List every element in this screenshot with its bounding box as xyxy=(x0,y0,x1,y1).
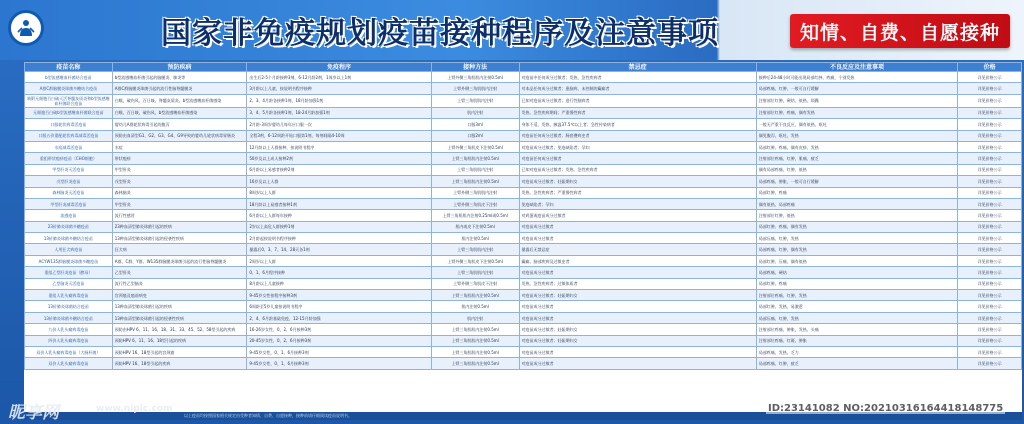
table-cell: 暴露后无禁忌症 xyxy=(519,244,756,255)
table-cell: 上臂外侧三角肌皮下注射0.5ml xyxy=(431,141,519,152)
table-cell: 森林脑炎 xyxy=(112,187,247,198)
table-row xyxy=(25,346,1022,357)
table-cell: 上臂外侧三角肌皮下注射0.5ml xyxy=(431,255,519,266)
table-cell: 局部疼痛、硬结 xyxy=(756,267,957,278)
table-row xyxy=(25,301,1022,312)
table-row xyxy=(25,335,1022,346)
table-row xyxy=(25,221,1022,232)
table-cell: 上臂三角肌肌内注射0.5ml xyxy=(431,324,519,335)
table-cell: 注射部位疼痛、肿胀，发热、头痛 xyxy=(756,324,957,335)
table-cell: 上臂外侧三角肌肌内注射 xyxy=(431,187,519,198)
table-cell: 注射部位疼痛、红肿，肌痛、疲乏 xyxy=(756,153,957,164)
table-cell: 上臂三角肌肌内注射0.5ml xyxy=(431,335,519,346)
table-cell: 上臂外侧三角肌皮下注射 xyxy=(431,198,519,209)
table-cell: 9-45岁女性按程序接种3剂 xyxy=(247,290,431,301)
vaccine-name-cell: 甲型肝炎灭活疫苗 xyxy=(25,164,113,175)
table-cell: 肌内注射0.5ml xyxy=(431,301,519,312)
table-cell: 上臂三角肌肌内注射0.5ml xyxy=(431,153,519,164)
vaccine-name-cell: 23价肺炎球菌多糖疫苗 xyxy=(25,221,113,232)
table-cell: 对疫苗成分过敏者 xyxy=(519,267,756,278)
table-cell: 详见价格公示 xyxy=(958,312,1022,323)
table-row xyxy=(25,164,1022,175)
table-cell: 详见价格公示 xyxy=(958,233,1022,244)
table-cell: 局部红肿、疼痛 xyxy=(756,187,957,198)
table-cell: 详见价格公示 xyxy=(958,278,1022,289)
table-cell: 局部疼痛、发热、乏力 xyxy=(756,346,957,357)
watermark-logo: 昵享网 xyxy=(8,403,59,423)
table-cell: 对疫苗成分过敏者 xyxy=(519,358,756,369)
table-cell: 出生后2-5个月龄接种3剂，6-12月龄2剂，1周岁以上1剂 xyxy=(247,72,431,83)
table-cell: 6周龄至5岁儿童按说明书程序 xyxy=(247,301,431,312)
table-cell: 肌内注射 xyxy=(431,107,519,118)
table-cell: 6月龄以上易感者接种2剂 xyxy=(247,164,431,175)
vaccine-name-cell: 四价人乳头瘤病毒疫苗 xyxy=(25,335,113,346)
table-cell: 16岁及以上人群 xyxy=(247,176,431,187)
table-header-row xyxy=(25,63,1022,72)
vaccine-name-cell: ACYW135群脑膜炎球菌多糖疫苗 xyxy=(25,255,113,266)
table-cell: 详见价格公示 xyxy=(958,107,1022,118)
table-cell: 详见价格公示 xyxy=(958,290,1022,301)
table-cell: 13种血清型肺炎球菌引起的疾病 xyxy=(112,301,247,312)
table-cell: 详见价格公示 xyxy=(958,358,1022,369)
table-cell: 上臂三角肌肌内注射 xyxy=(431,94,519,107)
table-cell: 宫颈癌及癌前病变 xyxy=(112,290,247,301)
table-cell: 对疫苗成分过敏者；免疫缺陷者；孕妇 xyxy=(519,141,756,152)
table-cell: 流行性感冒 xyxy=(112,210,247,221)
table-cell: 发热、急性疾病期间；严重慢性病者 xyxy=(519,107,756,118)
table-cell: 局部红肿、疼痛，偶有发热 xyxy=(756,221,957,232)
table-cell: 偶有局部疼痛、红肿，低热 xyxy=(756,164,957,175)
table-cell: 免疫缺陷者；孕妇 xyxy=(519,198,756,209)
table-cell: 详见价格公示 xyxy=(958,130,1022,141)
vaccine-name-cell: A群C群脑膜炎球菌多糖结合疫苗 xyxy=(25,83,113,94)
table-cell: 2、4、6月龄基础免疫，12-15月龄加强 xyxy=(247,312,431,323)
slogan-badge: 知情、自费、自愿接种 xyxy=(790,14,1010,48)
table-cell: 详见价格公示 xyxy=(958,153,1022,164)
table-cell: 详见价格公示 xyxy=(958,267,1022,278)
table-row xyxy=(25,94,1022,107)
table-cell: 对疫苗成分过敏者 xyxy=(519,233,756,244)
table-cell: 详见价格公示 xyxy=(958,187,1022,198)
table-cell: 详见价格公示 xyxy=(958,141,1022,152)
vaccine-table xyxy=(24,62,1022,412)
table-cell: 详见价格公示 xyxy=(958,244,1022,255)
table-row xyxy=(25,187,1022,198)
vaccine-name-cell: 双价人乳头瘤病毒疫苗 xyxy=(25,358,113,369)
table-cell: 偶见腹泻、呕吐、发热 xyxy=(756,130,957,141)
table-row xyxy=(25,255,1022,266)
table-cell: 局部疼痛、红肿，一般可自行缓解 xyxy=(756,83,957,94)
vaccine-name-cell: 人用狂犬病疫苗 xyxy=(25,244,113,255)
table-cell: 12月龄以上人群接种，按说明书程序 xyxy=(247,141,431,152)
table-cell: 对疫苗成分过敏者；妊娠期妇女 xyxy=(519,176,756,187)
table-cell: 注射部位疼痛、红肿，发热 xyxy=(756,290,957,301)
table-cell: 预防由HPV 6、11、16、18、31、33、45、52、58型引起的疾病 xyxy=(112,324,247,335)
table-cell: 13种血清型肺炎球菌引起的侵袭性疾病 xyxy=(112,312,247,323)
vaccine-name-cell: 13价肺炎球菌多糖结合疫苗 xyxy=(25,312,113,323)
table-cell: 对疫苗中任何成分过敏者；发热、急性疾病者 xyxy=(519,72,756,83)
table-cell: 局部压痛、红肿，发热 xyxy=(756,312,957,323)
table-cell: 详见价格公示 xyxy=(958,335,1022,346)
table-cell: 局部红肿、疼痛，偶有皮疹、发热 xyxy=(756,141,957,152)
table-cell: 接种后24-48小时可能出现局部红肿、疼痛，个别发热 xyxy=(756,72,957,83)
table-cell: 局部压痛、红肿，发热 xyxy=(756,233,957,244)
table-cell: 局部疼痛、红肿，疲乏 xyxy=(756,358,957,369)
column-header: 不良反应及注意事项 xyxy=(756,63,957,72)
table-cell: 2月龄起按说明书程序接种 xyxy=(247,233,431,244)
column-header: 价格 xyxy=(958,63,1022,72)
vaccine-name-cell: 水痘减毒活疫苗 xyxy=(25,141,113,152)
table-cell: 一般无严重不良反应，偶有低热、呕吐 xyxy=(756,119,957,130)
table-cell: 9-45岁女性，0、1、6月接种3剂 xyxy=(247,346,431,357)
table-cell: A群C群脑膜炎球菌引起的流行性脑脊髓膜炎 xyxy=(112,83,247,94)
vaccine-name-cell: b型流感嗜血杆菌结合疫苗 xyxy=(25,72,113,83)
table-cell: 详见价格公示 xyxy=(958,119,1022,130)
vaccine-name-cell: 吸附无细胞百白破灭活脊髓灰质炎和b型流感嗜血杆菌联合疫苗 xyxy=(25,94,113,107)
table-cell: 流行性乙型脑炎 xyxy=(112,278,247,289)
vaccine-name-cell: 乙型脑炎灭活疫苗 xyxy=(25,278,113,289)
table-cell: 癫痫、脑部疾病及过敏史者 xyxy=(519,255,756,266)
table-body xyxy=(25,72,1022,370)
table-cell: 上臂三角肌肌内注射 xyxy=(431,244,519,255)
table-cell: 戊型肝炎 xyxy=(112,176,247,187)
vaccine-name-cell: 重组乙型肝炎疫苗（酵母） xyxy=(25,267,113,278)
table-cell: 上臂三角肌肌内注射 xyxy=(431,164,519,175)
table-cell: 全程3剂，6-12周龄开始口服第1剂，每剂间隔4-10周 xyxy=(247,130,431,141)
table-cell: 对疫苗成分过敏者 xyxy=(519,301,756,312)
table-row xyxy=(25,119,1022,130)
table-row xyxy=(25,210,1022,221)
table-row xyxy=(25,278,1022,289)
table-cell: 2月龄-3周岁婴幼儿每年应口服一次 xyxy=(247,119,431,130)
table-cell: 局部红肿、压痛，偶有低热 xyxy=(756,255,957,266)
column-header: 禁忌症 xyxy=(519,63,756,72)
table-cell: 9-45岁女性，0、1、6月接种3剂 xyxy=(247,358,431,369)
table-cell: 注射部位红肿、硬结，低热、烦躁 xyxy=(756,94,957,107)
table-cell: 发热、急性疾病者；过敏体质者 xyxy=(519,278,756,289)
table-cell: 详见价格公示 xyxy=(958,198,1022,209)
table-cell: 详见价格公示 xyxy=(958,255,1022,266)
vaccine-name-cell: 戊型肝炎疫苗 xyxy=(25,176,113,187)
table-cell: 上臂三角肌肌内注射0.5ml xyxy=(431,176,519,187)
table-cell: 详见价格公示 xyxy=(958,164,1022,175)
table-cell: 详见价格公示 xyxy=(958,346,1022,357)
table-cell: 对疫苗成分过敏者；妊娠期妇女 xyxy=(519,335,756,346)
table-cell: 局部疼痛、肿胀，一般可自行缓解 xyxy=(756,176,957,187)
table-cell: 注射部位红肿、疼痛，偶有发热 xyxy=(756,107,957,118)
table-cell: 注射部位疼痛、红斑、肿胀 xyxy=(756,335,957,346)
table-cell: 乙型肝炎 xyxy=(112,267,247,278)
table-cell: 3月龄以上儿童，按说明书程序接种 xyxy=(247,83,431,94)
table-cell: 3、4、5月龄各接种1剂，18-24月龄加强1剂 xyxy=(247,107,431,118)
table-cell: 预防HPV 6、11、16、18型引起的疾病 xyxy=(112,335,247,346)
table-cell: 2岁以上高危人群接种1剂 xyxy=(247,221,431,232)
table-cell: 对疫苗成分过敏者；妊娠期妇女 xyxy=(519,324,756,335)
table-cell: 13种血清型肺炎球菌引起的侵袭性疾病 xyxy=(112,233,247,244)
footer-note: 以上疫苗均按照国家相关规定由受种者知情、自费、自愿接种，接种前请仔细阅读疫苗说明书。 xyxy=(24,412,1022,420)
table-cell: 暴露后0、3、7、14、28天各1剂 xyxy=(247,244,431,255)
table-cell: 详见价格公示 xyxy=(958,94,1022,107)
vaccine-name-cell: 重组带状疱疹疫苗（CHO细胞） xyxy=(25,153,113,164)
table-cell: 白喉、百日咳、破伤风、b型流感嗜血杆菌感染 xyxy=(112,107,247,118)
table-cell: 口服2ml xyxy=(431,130,519,141)
table-cell: 上臂三角肌肌内注射0.25ml或0.5ml xyxy=(431,210,519,221)
table-row xyxy=(25,290,1022,301)
table-cell: 6月龄以上人群每年接种 xyxy=(247,210,431,221)
table-cell: 口服3ml xyxy=(431,119,519,130)
table-cell: 对疫苗成分过敏者 xyxy=(519,346,756,357)
vaccine-name-cell: 双价人乳头瘤病毒疫苗（大肠杆菌） xyxy=(25,346,113,357)
vaccine-name-cell: 甲型肝炎减毒活疫苗 xyxy=(25,198,113,209)
header-banner xyxy=(0,0,1024,60)
table-cell: 8周岁以上人群 xyxy=(247,187,431,198)
table-row xyxy=(25,233,1022,244)
table-cell: 18月龄以上易感者接种1剂 xyxy=(247,198,431,209)
watermark-id: ID:23141082 NO:20210316164418148775 xyxy=(768,403,1004,414)
table-cell: b型流感嗜血杆菌引起的脑膜炎、肺炎等 xyxy=(112,72,247,83)
table-cell: 预防HPV 16、18型引起的宫颈癌 xyxy=(112,346,247,357)
table-cell: 注射部位红肿、低热 xyxy=(756,210,957,221)
table-row xyxy=(25,312,1022,323)
table-cell: 详见价格公示 xyxy=(958,210,1022,221)
table-cell: 详见价格公示 xyxy=(958,324,1022,335)
watermark-url: www.nipic.com xyxy=(96,404,173,414)
table-cell: 白喉、破伤风、百日咳、脊髓灰质炎、b型流感嗜血杆菌感染 xyxy=(112,94,247,107)
table-cell: 狂犬病 xyxy=(112,244,247,255)
table-row xyxy=(25,72,1022,83)
column-header: 预防疾病 xyxy=(112,63,247,72)
table-cell: 对疫苗任何成分过敏者 xyxy=(519,153,756,164)
table-cell: 肌内注射0.5ml xyxy=(431,233,519,244)
table-cell: 对疫苗任何成分过敏者；肠套叠病史者 xyxy=(519,130,756,141)
table-cell: 0、1、6月程序接种 xyxy=(247,267,431,278)
table-cell: 甲型肝炎 xyxy=(112,198,247,209)
vaccine-name-cell: 13价肺炎球菌结合疫苗 xyxy=(25,301,113,312)
table-row xyxy=(25,324,1022,335)
table-row xyxy=(25,358,1022,369)
page-title: 国家非免疫规划疫苗接种程序及注意事项 xyxy=(161,16,719,51)
table-row xyxy=(25,176,1022,187)
table-cell: 16-26岁女性，0、2、6月接种3剂 xyxy=(247,324,431,335)
vaccine-emblem-icon xyxy=(8,10,44,46)
table-cell: 50岁及以上成人接种2剂 xyxy=(247,153,431,164)
table-cell: 偶有低热、局部疼痛 xyxy=(756,198,957,209)
vaccine-name-cell: 口服轮状病毒活疫苗 xyxy=(25,119,113,130)
table-cell: 对疫苗成分过敏者 xyxy=(519,221,756,232)
table-cell: 上臂外侧三角肌肌内注射0.5ml xyxy=(431,72,519,83)
column-header: 接种方法 xyxy=(431,63,519,72)
vaccine-name-cell: 森林脑炎灭活疫苗 xyxy=(25,187,113,198)
column-header: 免疫程序 xyxy=(247,63,431,72)
table-cell: 详见价格公示 xyxy=(958,301,1022,312)
table-cell: 上臂三角肌肌内注射0.5ml xyxy=(431,346,519,357)
table-cell: 详见价格公示 xyxy=(958,83,1022,94)
table-cell: 对本品任何成分过敏者；患脑病、未控制的癫痫者 xyxy=(519,83,756,94)
table-cell: 预防HPV 16、18型引起的疾病 xyxy=(112,358,247,369)
table-cell: 肌内或皮下注射0.5ml xyxy=(431,221,519,232)
table-row xyxy=(25,198,1022,209)
table-cell: 已知对疫苗成分过敏者；发热、急性疾病者 xyxy=(519,164,756,175)
vaccine-name-cell: 13价肺炎球菌多糖结合疫苗 xyxy=(25,233,113,244)
vaccine-name-cell: 无细胞百白破b型流感嗜血杆菌联合疫苗 xyxy=(25,107,113,118)
table-cell: 对鸡蛋或疫苗成分过敏者 xyxy=(519,210,756,221)
table-cell: 局部红肿、发热、易激惹 xyxy=(756,301,957,312)
table-cell: 带状疱疹 xyxy=(112,153,247,164)
table-cell: 详见价格公示 xyxy=(958,221,1022,232)
table-cell: 20-45岁女性，0、2、6月接种3剂 xyxy=(247,335,431,346)
table-cell: 婴幼儿A群轮状病毒引起的腹泻 xyxy=(112,119,247,130)
table-row xyxy=(25,244,1022,255)
table-cell: 对疫苗成分过敏者 xyxy=(519,312,756,323)
table-cell: 上臂外侧三角肌皮下注射 xyxy=(431,278,519,289)
column-header: 疫苗名称 xyxy=(25,63,113,72)
table-row xyxy=(25,130,1022,141)
table-cell: 8月龄以上儿童接种 xyxy=(247,278,431,289)
table-cell: 已知对疫苗成分过敏者；进行性脑病者 xyxy=(519,94,756,107)
table-row xyxy=(25,107,1022,118)
table-cell: 上臂外侧三角肌肌内注射 xyxy=(431,83,519,94)
table-cell: 上臂三角肌肌内注射 xyxy=(431,267,519,278)
table-cell: 局部疼痛、红肿，偶有发热 xyxy=(756,244,957,255)
table-row xyxy=(25,267,1022,278)
vaccine-name-cell: 重组人乳头瘤病毒疫苗 xyxy=(25,290,113,301)
table-cell: 水痘 xyxy=(112,141,247,152)
table-row xyxy=(25,153,1022,164)
vaccine-name-cell: 九价人乳头瘤病毒疫苗 xyxy=(25,324,113,335)
vaccine-name-cell: 口服五价重配轮状病毒减毒活疫苗 xyxy=(25,130,113,141)
table-cell: 详见价格公示 xyxy=(958,176,1022,187)
table-row xyxy=(25,83,1022,94)
table-cell: 上臂三角肌肌内注射0.5ml xyxy=(431,290,519,301)
table-cell: 对疫苗成分过敏者；妊娠期妇女 xyxy=(519,290,756,301)
table-cell: 2周岁以上人群 xyxy=(247,255,431,266)
table-row xyxy=(25,141,1022,152)
table-cell: 肌内注射 xyxy=(431,312,519,323)
table-cell: 2、3、4月龄各接种1剂，18月龄加强1剂 xyxy=(247,94,431,107)
table-cell: 甲型肝炎 xyxy=(112,164,247,175)
table-cell: 上臂三角肌肌内注射0.5ml xyxy=(431,358,519,369)
table-cell: 预防由血清型G1、G2、G3、G4、G9导致的婴幼儿轮状病毒胃肠炎 xyxy=(112,130,247,141)
table-cell: 详见价格公示 xyxy=(958,72,1022,83)
table-cell: A群、C群、Y群、W135群脑膜炎球菌引起的流行性脑脊髓膜炎 xyxy=(112,255,247,266)
table-cell: 发热、急性疾病者；严重慢性病者 xyxy=(519,187,756,198)
table-cell: 局部红肿、疼痛 xyxy=(756,278,957,289)
vaccine-name-cell: 流感疫苗 xyxy=(25,210,113,221)
table-cell: 23种血清型肺炎球菌引起的疾病 xyxy=(112,221,247,232)
table-cell: 身体不适、发热、腋温37.5℃以上者；急性传染病者 xyxy=(519,119,756,130)
